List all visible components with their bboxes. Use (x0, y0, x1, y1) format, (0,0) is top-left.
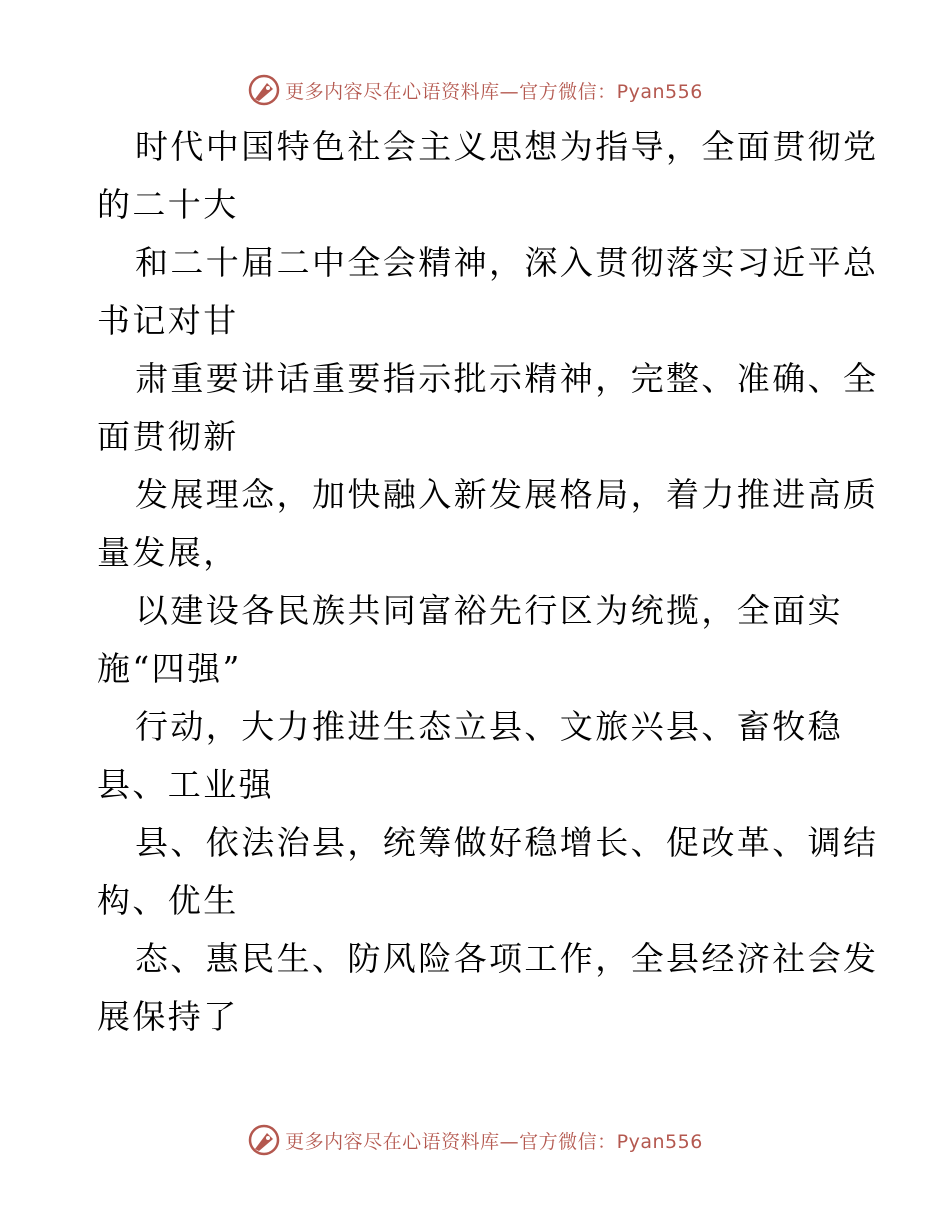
paragraph-line: 县、工业强 (97, 765, 274, 804)
header-watermark (0, 70, 950, 110)
paragraph-line: 以建设各民族共同富裕先行区为统揽，全面实 (135, 591, 843, 630)
paragraph-line: 时代中国特色社会主义思想为指导，全面贯彻党 (135, 127, 879, 166)
paragraph-line: 县、依法治县，统筹做好稳增长、促改革、调结 (135, 823, 879, 862)
pen-nib-logo-icon (247, 73, 281, 107)
paragraph-line: 肃重要讲话重要指示批示精神，完整、准确、全 (135, 359, 879, 398)
paragraph-line: 面贯彻新 (97, 417, 239, 456)
footer-watermark (0, 1120, 950, 1160)
paragraph-line: 的二十大 (97, 185, 239, 224)
paragraph-line: 构、优生 (97, 881, 239, 920)
paragraph-line: 量发展， (97, 533, 239, 572)
paragraph-line: 书记对甘 (97, 301, 239, 340)
paragraph-line: 态、惠民生、防风险各项工作，全县经济社会发 (135, 939, 879, 978)
pen-nib-logo-icon (247, 1123, 281, 1157)
paragraph-line: 和二十届二中全会精神，深入贯彻落实习近平总 (135, 243, 879, 282)
header-watermark-text: 更多内容尽在心语资料库—官方微信：Pyan556 (285, 80, 703, 103)
document-body (97, 118, 879, 1046)
paragraph-line: 发展理念，加快融入新发展格局，着力推进高质 (135, 475, 879, 514)
paragraph-line: 施“四强” (97, 649, 242, 688)
paragraph-line: 展保持了 (97, 997, 239, 1036)
paragraph-line: 行动，大力推进生态立县、文旅兴县、畜牧稳 (135, 707, 843, 746)
footer-watermark-text: 更多内容尽在心语资料库—官方微信：Pyan556 (285, 1130, 703, 1153)
